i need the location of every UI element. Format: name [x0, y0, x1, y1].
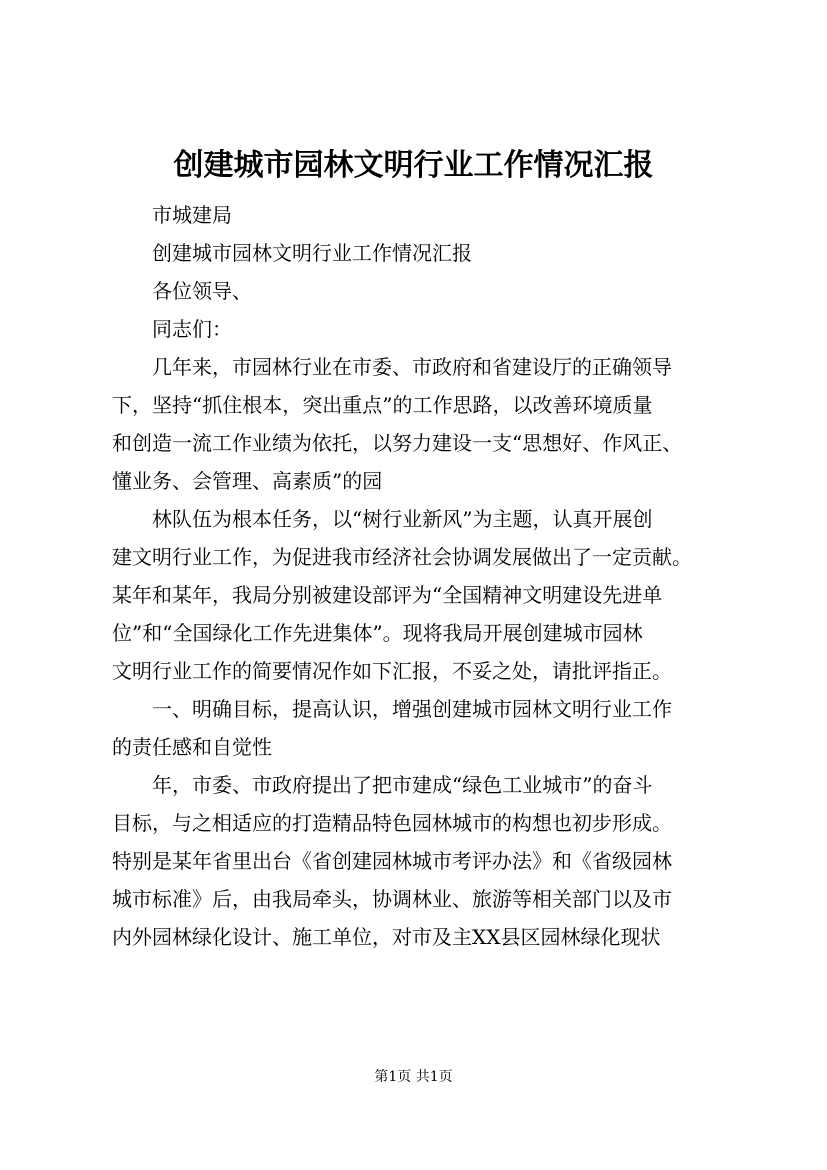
document-title: 创建城市园林文明行业工作情况汇报: [173, 148, 654, 183]
text-line: 下，坚持“抓住根本，突出重点”的工作思路，以改善环境质量: [112, 393, 653, 417]
text-line: 内外园林绿化设计、施工单位，对市及主XX县区园林绿化现状: [112, 925, 661, 949]
text-line: 同志们：: [152, 317, 232, 341]
text-line: 位”和“全国绿化工作先进集体”。现将我局开展创建城市园林: [112, 621, 643, 645]
page-footer: 第1页 共1页: [374, 1069, 453, 1085]
text-line: 城市标准》后，由我局牵头，协调林业、旅游等相关部门以及市: [112, 887, 672, 911]
text-line: 一、明确目标，提高认识，增强创建城市园林文明行业工作: [152, 697, 672, 721]
text-line: 建文明行业工作，为促进我市经济社会协调发展做出了一定贡献。: [112, 545, 692, 569]
text-line: 各位领导、: [152, 279, 252, 303]
text-line: 林队伍为根本任务，以“树行业新风”为主题，认真开展创: [152, 507, 653, 531]
text-line: 和创造一流工作业绩为依托，以努力建设一支“思想好、作风正、: [112, 431, 683, 455]
document-body: [112, 196, 742, 956]
text-line: 市城建局: [152, 203, 232, 227]
text-line: 懂业务、会管理、高素质”的园: [112, 469, 383, 493]
text-line: 年，市委、市政府提出了把市建成“绿色工业城市”的奋斗: [152, 773, 653, 797]
text-line: 几年来，市园林行业在市委、市政府和省建设厅的正确领导: [152, 355, 672, 379]
text-line: 某年和某年，我局分别被建设部评为“全国精神文明建设先进单: [112, 583, 663, 607]
text-line: 特别是某年省里出台《省创建园林城市考评办法》和《省级园林: [112, 849, 672, 873]
text-line: 目标，与之相适应的打造精品特色园林城市的构想也初步形成。: [112, 811, 672, 835]
text-line: 创建城市园林文明行业工作情况汇报: [152, 241, 472, 265]
text-line: 的责任感和自觉性: [112, 735, 272, 759]
text-line: 文明行业工作的简要情况作如下汇报，不妥之处，请批评指正。: [112, 659, 672, 683]
